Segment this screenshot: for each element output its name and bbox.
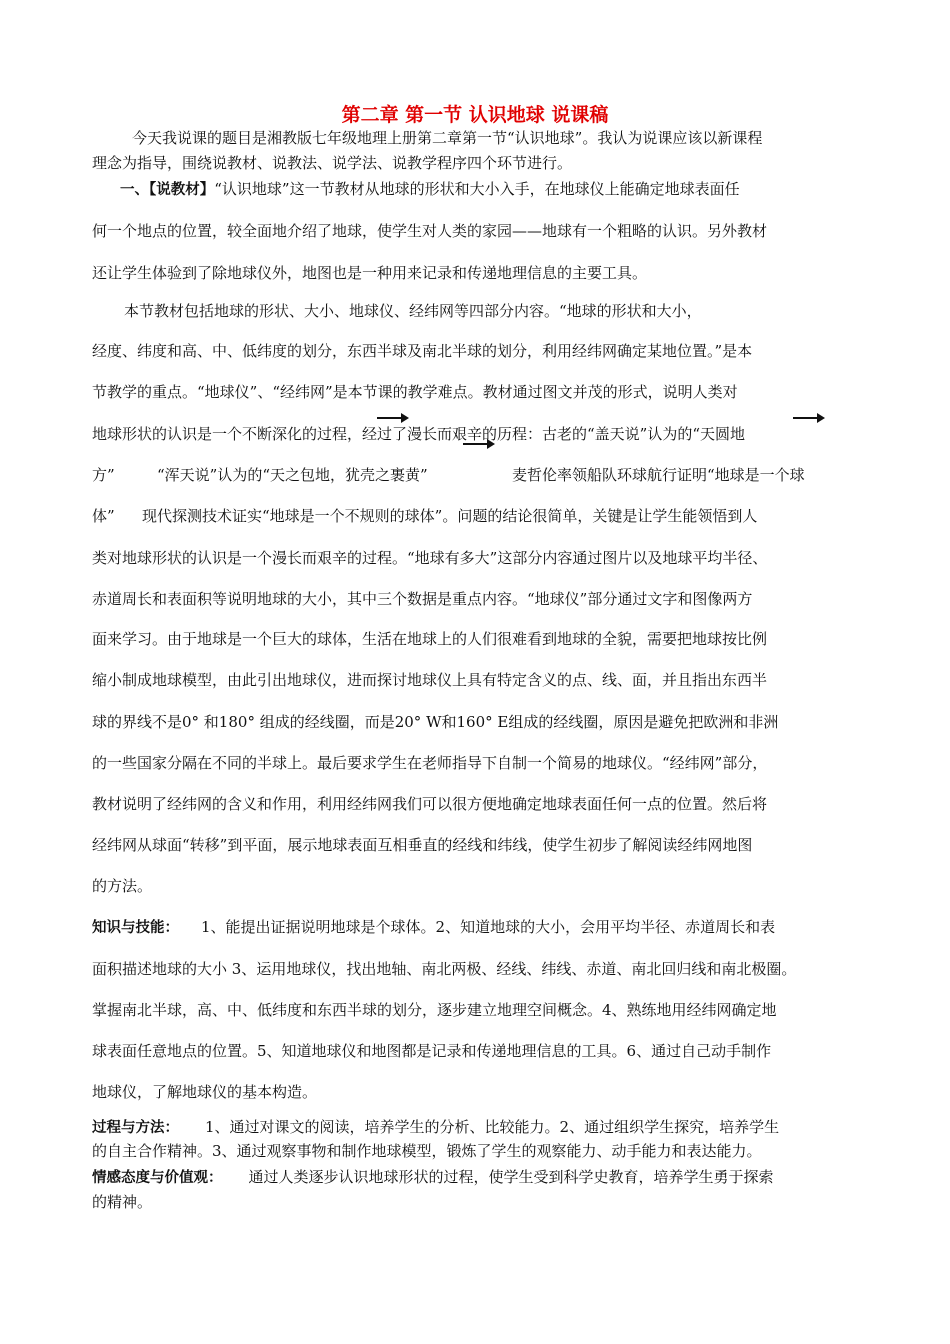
document-title: 第二章 第一节 认识地球 说课稿 <box>341 104 609 126</box>
right-arrow-icon <box>462 439 496 449</box>
intro-line-2: 理念为指导，围绕说教材、说教法、说学法、说教学程序四个环节进行。 <box>92 154 573 172</box>
process-label: 过程与方法： <box>92 1120 179 1136</box>
content-line-2: 经度、纬度和高、中、低纬度的划分，东西半球及南北半球的划分，利用经纬网确定某地位置。”是本 <box>92 342 753 360</box>
content-line-1: 本节教材包括地球的形状、大小、地球仪、经纬网等四部分内容。“地球的形状和大小， <box>124 302 702 320</box>
content-line-14: 经纬网从球面“转移”到平面，展示地球表面互相垂直的经线和纬线，使学生初步了解阅读经纬网地图 <box>92 836 753 854</box>
content-line-12: 的一些国家分隔在不同的半球上。最后要求学生在老师指导下自制一个简易的地球仪。“经纬网”部分， <box>92 754 768 772</box>
content-line-15: 的方法。 <box>92 877 153 895</box>
right-arrow-icon <box>376 413 410 423</box>
content-line-11: 球的界线不是0° 和180° 组成的经线圈，而是20° W和160° E组成的经线圈，原因是避免把欧洲和非洲 <box>92 713 779 731</box>
section1-line-3: 还让学生体验到了除地球仪外，地图也是一种用来记录和传递地理信息的主要工具。 <box>92 264 648 282</box>
knowledge-label: 知识与技能： <box>92 920 179 936</box>
section1-line-2: 何一个地点的位置，较全面地介绍了地球，使学生对人类的家园——地球有一个粗略的认识。另外教材 <box>92 222 768 240</box>
attitude-line-1 <box>92 1166 774 1187</box>
content-line-6b: 现代探测技术证实“地球是一个不规则的球体”。问题的结论很简单，关键是让学生能领悟到人 <box>142 507 758 525</box>
content-line-3: 节教学的重点。“地球仪”、“经纬网”是本节课的教学难点。教材通过图文并茂的形式，说明人类对 <box>92 383 738 401</box>
knowledge-line-1 <box>92 916 775 937</box>
knowledge-line-1-text: 1、能提出证据说明地球是个球体。2、知道地球的大小，会用平均半径、赤道周长和表 <box>201 918 776 936</box>
attitude-label: 情感态度与价值观： <box>92 1170 223 1186</box>
content-line-4: 地球形状的认识是一个不断深化的过程，经过了漫长而艰辛的历程：古老的“盖天说”认为的“天圆地 <box>92 425 746 443</box>
content-line-6a: 体” <box>92 507 115 525</box>
content-line-5c: 麦哲伦率领船队环球航行证明“地球是一个球 <box>512 466 805 484</box>
process-line-1-text: 1、通过对课文的阅读，培养学生的分析、比较能力。2、通过组织学生探究，培养学生 <box>205 1118 780 1136</box>
section1-line-1 <box>120 178 740 199</box>
knowledge-line-2: 面积描述地球的大小 3、运用地球仪，找出地轴、南北两极、经线、纬线、赤道、南北回归线和南北极圈。 <box>92 960 797 978</box>
right-arrow-icon <box>792 413 826 423</box>
content-line-8: 赤道周长和表面积等说明地球的大小，其中三个数据是重点内容。“地球仪”部分通过文字和图像两方 <box>92 590 753 608</box>
knowledge-line-4: 球表面任意地点的位置。5、知道地球仪和地图都是记录和传递地理信息的工具。6、通过自己动手制作 <box>92 1042 772 1060</box>
knowledge-line-5: 地球仪，了解地球仪的基本构造。 <box>92 1083 318 1101</box>
process-line-2: 的自主合作精神。3、通过观察事物和制作地球模型，锻炼了学生的观察能力、动手能力和表达能力。 <box>92 1142 762 1160</box>
attitude-line-1-text: 通过人类逐步认识地球形状的过程，使学生受到科学史教育，培养学生勇于探索 <box>248 1168 774 1186</box>
content-line-10: 缩小制成地球模型，由此引出地球仪，进而探讨地球仪上具有特定含义的点、线、面，并且指出东西半 <box>92 671 768 689</box>
content-line-9: 面来学习。由于地球是一个巨大的球体，生活在地球上的人们很难看到地球的全貌，需要把地球按比例 <box>92 630 768 648</box>
content-line-5b: “浑天说”认为的“天之包地，犹壳之裹黄” <box>157 466 428 484</box>
attitude-line-2: 的精神。 <box>92 1193 153 1211</box>
process-line-1 <box>92 1116 779 1137</box>
content-line-5a: 方” <box>92 466 115 484</box>
knowledge-line-3: 掌握南北半球，高、中、低纬度和东西半球的划分，逐步建立地理空间概念。4、熟练地用经纬网确定地 <box>92 1001 777 1019</box>
section1-heading: 一、【说教材】 <box>120 182 215 198</box>
content-line-13: 教材说明了经纬网的含义和作用，利用经纬网我们可以很方便地确定地球表面任何一点的位置。然后将 <box>92 795 768 813</box>
section1-line-1-text: “认识地球”这一节教材从地球的形状和大小入手，在地球仪上能确定地球表面任 <box>214 180 740 198</box>
intro-line-1: 今天我说课的题目是湘教版七年级地理上册第二章第一节“认识地球”。我认为说课应该以新课程 <box>132 129 763 147</box>
content-line-7: 类对地球形状的认识是一个漫长而艰辛的过程。“地球有多大”这部分内容通过图片以及地球平均半径、 <box>92 549 768 567</box>
